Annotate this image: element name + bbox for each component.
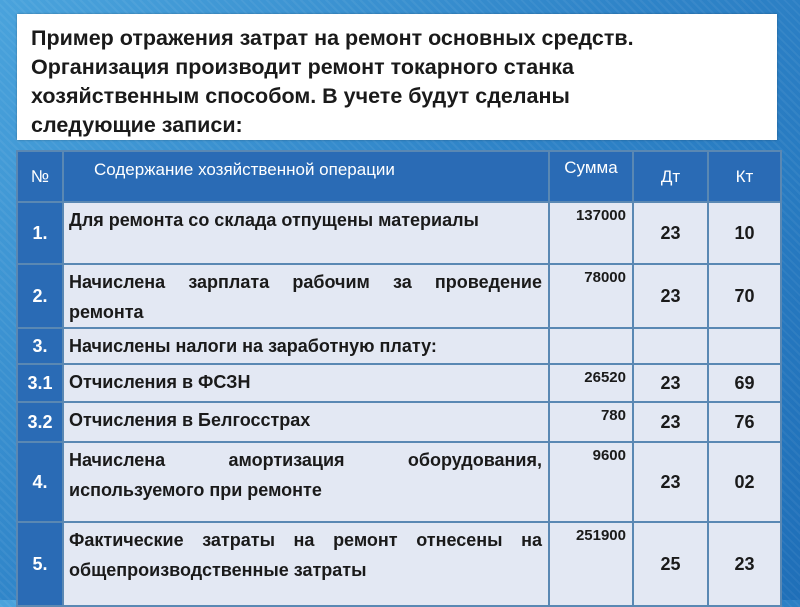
credit-account: 70 — [708, 264, 781, 328]
table-row — [17, 522, 781, 606]
header-sum: Сумма — [549, 151, 633, 202]
amount: 26520 — [549, 364, 633, 402]
credit-account: 69 — [708, 364, 781, 402]
table-row — [17, 202, 781, 264]
operation-description: Фактические затраты на ремонт отнесены на общепроизводственные затраты — [63, 522, 549, 606]
title-line: хозяйственным способом. В учете будут сделаны — [31, 84, 570, 108]
row-number: 1. — [17, 202, 63, 264]
table-row — [17, 264, 781, 328]
amount — [549, 328, 633, 364]
table-row — [17, 402, 781, 442]
row-number: 3.2 — [17, 402, 63, 442]
row-number: 4. — [17, 442, 63, 522]
amount: 9600 — [549, 442, 633, 522]
header-number: № — [17, 151, 63, 202]
row-number: 3.1 — [17, 364, 63, 402]
header-credit: Кт — [708, 151, 781, 202]
operation-description: Начислены налоги на заработную плату: — [63, 328, 549, 364]
debit-account: 23 — [633, 364, 708, 402]
table-row — [17, 328, 781, 364]
debit-account — [633, 328, 708, 364]
title-box — [17, 14, 777, 140]
header-debit: Дт — [633, 151, 708, 202]
table-row — [17, 364, 781, 402]
credit-account: 02 — [708, 442, 781, 522]
debit-account: 23 — [633, 264, 708, 328]
amount: 251900 — [549, 522, 633, 606]
title-line: Пример отражения затрат на ремонт основных средств. — [31, 26, 634, 50]
operation-description: Отчисления в ФСЗН — [63, 364, 549, 402]
debit-account: 23 — [633, 402, 708, 442]
header-description: Содержание хозяйственной операции — [63, 151, 549, 202]
title-line: следующие записи: — [31, 113, 243, 137]
amount: 780 — [549, 402, 633, 442]
row-number: 2. — [17, 264, 63, 328]
accounting-entries-table — [16, 150, 782, 607]
debit-account: 23 — [633, 202, 708, 264]
operation-description: Начислена зарплата рабочим за проведение ремонта — [63, 264, 549, 328]
table-header-row — [17, 151, 781, 202]
operation-description: Для ремонта со склада отпущены материалы — [63, 202, 549, 264]
credit-account: 23 — [708, 522, 781, 606]
debit-account: 23 — [633, 442, 708, 522]
row-number: 3. — [17, 328, 63, 364]
row-number: 5. — [17, 522, 63, 606]
credit-account: 76 — [708, 402, 781, 442]
credit-account: 10 — [708, 202, 781, 264]
credit-account — [708, 328, 781, 364]
amount: 137000 — [549, 202, 633, 264]
title-line: Организация производит ремонт токарного станка — [31, 55, 574, 79]
debit-account: 25 — [633, 522, 708, 606]
amount: 78000 — [549, 264, 633, 328]
operation-description: Отчисления в Белгосстрах — [63, 402, 549, 442]
operation-description: Начислена амортизация оборудования, используемого при ремонте — [63, 442, 549, 522]
table-row — [17, 442, 781, 522]
